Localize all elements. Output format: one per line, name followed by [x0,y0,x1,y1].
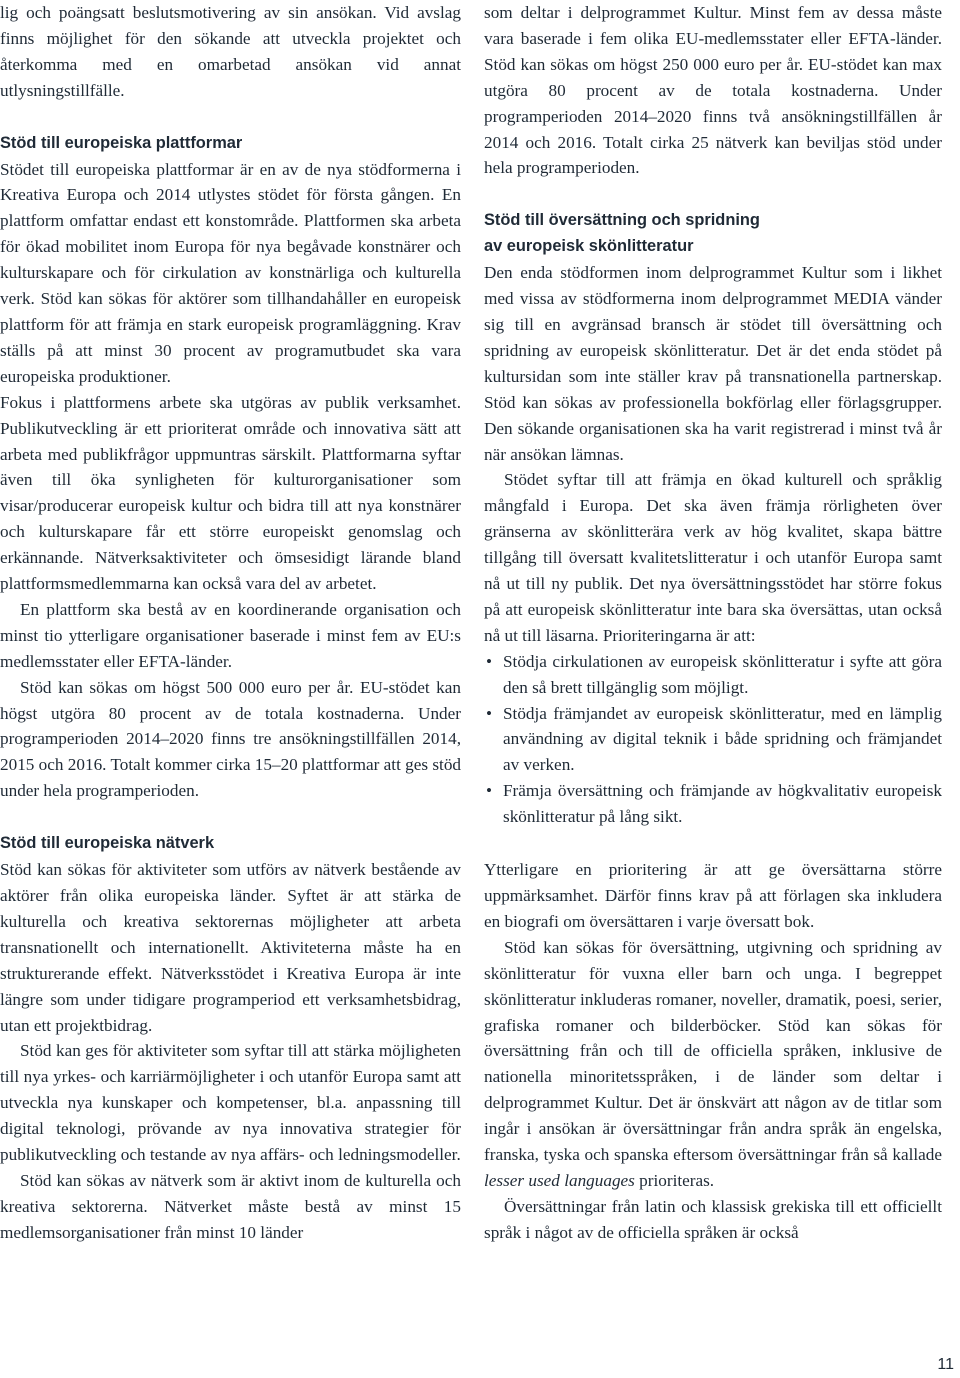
paragraph-translation-4 [484,935,942,1194]
list-item [484,778,942,830]
paragraph-translation-2: Stödet syftar till att främja en ökad kulturell och språklig mångfald i Europa. Det ska även främja rörligheten över gränserna av skönlitterära verk av hög kvalitet, skapa bättre tillgång till översatt kvalitetslitteratur i och utanför Europa samt nå ut till ny publik. Det nya översättningsstödet har större fokus på att europeisk skönlitteratur inte bara ska översättas, utan också nå ut till läsarna. Prioriteringarna är att: [484,470,942,645]
left-column [0,0,461,1246]
bullet-icon: • [486,703,493,723]
heading-translation-line2: av europeisk skönlitteratur [484,237,694,256]
list-item-text: Stödja cirkulationen av europeisk skönlitteratur i syfte att göra den så brett tillgänglig som möjligt. [503,651,942,697]
heading-platforms: Stöd till europeiska plattformar [0,133,243,152]
bullet-icon: • [486,781,493,801]
paragraph-platforms-2: Fokus i plattformens arbete ska utgöras av publik verksamhet. Publikutveckling är ett prioriterat område och innovativa sätt att arbeta med publikfrågor uppmuntras särskilt. Plattformarna syftar även till öka synligheten för kulturorganisationer som visar/producerar europeisk kultur och bidra till att nya konstnärer och kulturskapare får ett större europeiskt genomslag och erkännande. Nätverksaktiviteter och ömsesidigt lärande bland plattformsmedlemmarna kan också vara del av arbetet. [0,392,461,594]
paragraph-networks-1: Stöd kan sökas för aktiviteter som utförs av nätverk bestående av aktörer från olika europeiska länder. Syftet är att stärka de kulturella och kreativa sektorernas möjligheter att arbeta transnationellt och internationellt. Aktiviteterna måste ha en strukturerande effekt. Nätverksstödet i Kreativa Europa är inte längre som under tidigare programperiod ett verksamhetsbidrag, utan ett projektbidrag. [0,860,461,1035]
paragraph-networks-3: Stöd kan sökas av nätverk som är aktivt inom de kulturella och kreativa sektorerna. Nätverket måste bestå av minst 15 medlemsorganisationer från minst 10 länder [0,1170,461,1242]
paragraph-platforms-4: Stöd kan sökas om högst 500 000 euro per år. EU-stödet kan högst utgöra 80 procent av de totala kostnaderna. Under programperioden 2014–2020 finns tre ansökningstillfällen 2014, 2015 och 2016. Totalt kommer cirka 15–20 plattformar att ges stöd under hela programperioden. [0,677,462,801]
paragraph-translation-5: Översättningar från latin och klassisk grekiska till ett officiellt språk i något av de officiella språken är också [484,1196,942,1242]
list-item [484,701,942,779]
heading-networks: Stöd till europeiska nätverk [0,834,215,853]
heading-translation-line1: Stöd till översättning och spridning [484,211,760,230]
list-item-text: Främja översättning och främjande av högkvalitativ europeisk skönlitteratur på lång sikt. [503,781,942,827]
paragraph-translation-1: Den enda stödformen inom delprogrammet Kultur som i likhet med vissa av stödformerna inom delprogrammet MEDIA vänder sig till en avgränsad bransch är stödet till översättning och spridning av europeisk skönlitteratur. Det är det enda stödet på kultursidan som inte ställer krav på transnationella partnerskap. Stöd kan sökas av professionella bokförlag eller förlagsgrupper. Den sökande organisationen ska ha varit registrerad i minst två år när ansökan lämnas. [484,263,942,464]
paragraph-translation-4-end: prioriteras. [639,1170,715,1190]
right-column [484,0,942,1246]
paragraph-translation-3: Ytterligare en prioritering är att ge översättarna större uppmärksamhet. Därför finns krav på att förlagen ska inkludera en biografi om översättaren i varje översatt bok. [484,860,942,931]
bullet-icon: • [486,651,493,671]
list-item-text: Stödja främjandet av europeisk skönlitteratur, med en lämplig användning av digital teknik i både spridning och främjandet av verken. [503,703,942,775]
paragraph-intro: lig och poängsatt beslutsmotivering av sin ansökan. Vid avslag finns möjlighet för den sökande att utveckla projektet och återkomma med en omarbetad ansökan vid annat utlysningstillfälle. [0,3,461,100]
priority-list [484,649,942,830]
paragraph-network-continued: som deltar i delprogrammet Kultur. Minst fem av dessa måste vara baserade i fem olika EU-medlemsstater eller EFTA-länder. Stöd kan sökas om högst 250 000 euro per år. EU-stödet kan max utgöra 80 procent av de totala kostnaderna. Under programperioden 2014–2020 finns två ansökningstillfällen år 2014 och 2016. Totalt cirka 25 nätverk kan beviljas stöd under hela programperioden. [484,3,942,178]
paragraph-networks-2: Stöd kan ges för aktiviteter som syftar till att stärka möjligheten till nya yrkes- och karriärmöjligheter i och utanför Europa samt att utveckla nya kunskaper och kompetenser, bl.a. anpassning till digital teknologi, prövande av nya innovativa strategier för publikutveckling och testande av nya affärs- och ledningsmodeller. [0,1041,461,1165]
list-item [484,649,942,701]
paragraph-translation-4-text: Stöd kan sökas för översättning, utgivning och spridning av skönlitteratur för vuxna eller barn och unga. I begreppet skönlitteratur inkluderas romaner, noveller, dramatik, poesi, serier, grafiska romaner och bilderböcker. Stöd kan sökas för översättning från och till de officiella språken, inklusive de nationella minoritetsspråken, i de länder som deltar i delprogrammet Kultur. Det är önskvärt att någon av de titlar som ingår i ansökan är översättningar från andra språk än engelska, franska, tyska och spanska eftersom översättningar från så kallade [484,937,942,1165]
page-number: 11 [937,1356,954,1373]
paragraph-platforms-3: En plattform ska bestå av en koordinerande organisation och minst tio ytterligare organisationer baserade i minst fem av EU:s medlemsstater eller EFTA-länder. [0,599,461,671]
lesser-used-languages-term: lesser used languages [484,1170,635,1190]
paragraph-platforms-1: Stödet till europeiska plattformar är en av de nya stödformerna i Kreativa Europa och 2014 utlystes stödet för första gången. En plattform omfattar endast ett konstområde. Plattformen ska arbeta för ökad mobilitet inom Europa för nya begåvade konstnärer och kulturskapare och för cirkulation av konstnärliga och kulturella verk. Stöd kan sökas för aktörer som tillhandahåller en europeisk plattform för att främja en stark europeisk programläggning. Krav ställs på att minst 30 procent av programutbudet ska vara europeiska produktioner. [0,159,461,386]
